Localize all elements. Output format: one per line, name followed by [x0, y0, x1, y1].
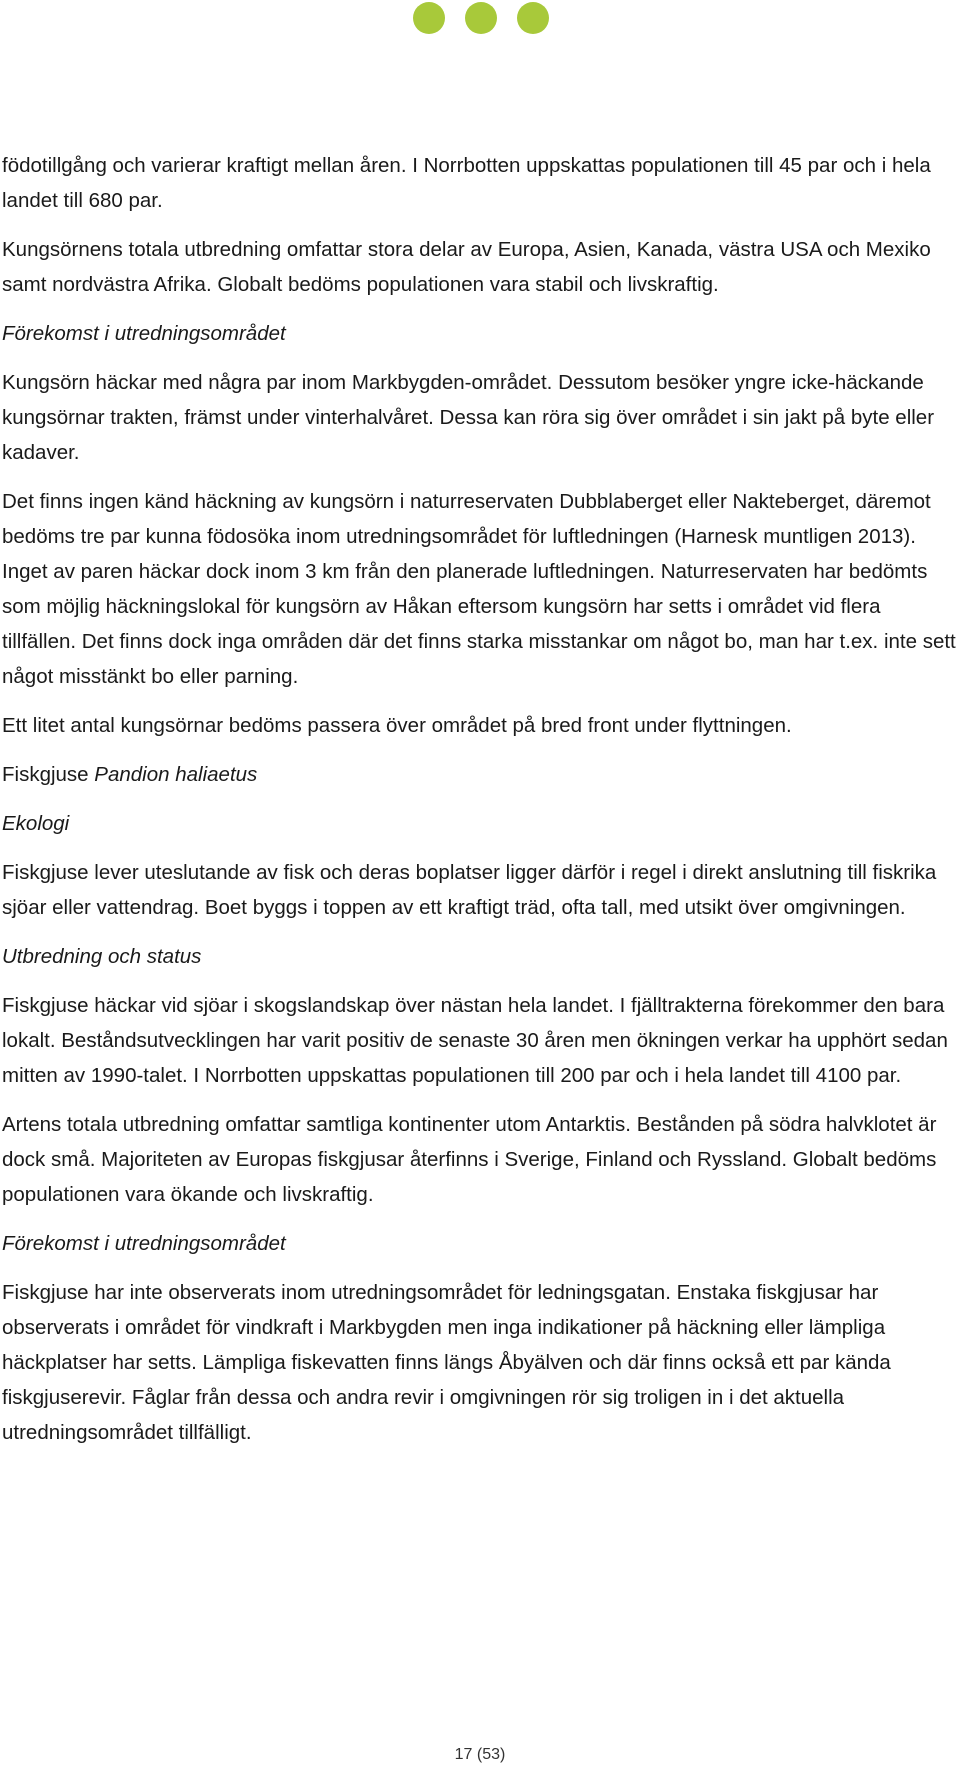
page-number: 17 (53)	[454, 1746, 506, 1763]
section-subheading: Förekomst i utredningsområdet	[2, 1232, 286, 1255]
section-subheading: Utbredning och status	[2, 945, 202, 968]
section-subheading: Förekomst i utredningsområdet	[2, 322, 286, 345]
paragraph: Kungsörn häckar med några par inom Markbygden-området. Dessutom besöker yngre icke-häckande kungsörnar trakten, främst under vinterhalvåret. Dessa kan röra sig över området i sin jakt på byte eller kadaver.	[2, 371, 935, 464]
green-dot-icon	[465, 2, 497, 34]
paragraph: Kungsörnens totala utbredning omfattar stora delar av Europa, Asien, Kanada, västra USA och Mexiko samt nordvästra Afrika. Globalt bedöms populationen vara stabil och livskraftig.	[2, 238, 931, 296]
document-body	[2, 148, 957, 1464]
green-dot-icon	[517, 2, 549, 34]
section-subheading: Ekologi	[2, 812, 70, 835]
paragraph: Det finns ingen känd häckning av kungsörn i naturreservaten Dubblaberget eller Nakteberget, däremot bedöms tre par kunna födosöka inom utredningsområdet för luftledningen (Harnesk muntligen 2013). Inget av paren häckar dock inom 3 km från den planerade luftledningen. Naturreservaten har bedömts som möjlig häckningslokal för kungsörn av Håkan eftersom kungsörn har setts i området vid flera tillfällen. Det finns dock inga områden där det finns starka misstankar om något bo, man har t.ex. inte sett något misstänkt bo eller parning.	[2, 490, 956, 688]
header-dots	[413, 2, 549, 34]
green-dot-icon	[413, 2, 445, 34]
species-common-name: Fiskgjuse	[2, 763, 89, 786]
paragraph: Fiskgjuse häckar vid sjöar i skogslandskap över nästan hela landet. I fjälltrakterna förekommer den bara lokalt. Beståndsutvecklingen har varit positiv de senaste 30 åren men ökningen verkar ha upphört sedan mitten av 1990-talet. I Norrbotten uppskattas populationen till 200 par och i hela landet till 4100 par.	[2, 994, 948, 1087]
paragraph: Ett litet antal kungsörnar bedöms passera över området på bred front under flyttningen.	[2, 714, 792, 737]
species-heading	[2, 757, 957, 792]
paragraph: Fiskgjuse lever uteslutande av fisk och deras boplatser ligger därför i regel i direkt anslutning till fiskrika sjöar eller vattendrag. Boet byggs i toppen av ett kraftigt träd, ofta tall, med utsikt över omgivningen.	[2, 861, 937, 919]
paragraph: Fiskgjuse har inte observerats inom utredningsområdet för ledningsgatan. Enstaka fiskgjusar har observerats i området för vindkraft i Markbygden men inga indikationer på häckning eller lämpliga häckplatser har setts. Lämpliga fiskevatten finns längs Åbyälven och där finns också ett par kända fiskgjuserevir. Fåglar från dessa och andra revir i omgivningen rör sig troligen in i det aktuella utredningsområdet tillfälligt.	[2, 1281, 891, 1444]
paragraph: Artens totala utbredning omfattar samtliga kontinenter utom Antarktis. Bestånden på södra halvklotet är dock små. Majoriteten av Europas fiskgjusar återfinns i Sverige, Finland och Ryssland. Globalt bedöms populationen vara ökande och livskraftig.	[2, 1113, 937, 1206]
paragraph: födotillgång och varierar kraftigt mellan åren. I Norrbotten uppskattas populationen till 45 par och i hela landet till 680 par.	[2, 154, 931, 212]
species-latin-name: Pandion haliaetus	[94, 763, 258, 786]
